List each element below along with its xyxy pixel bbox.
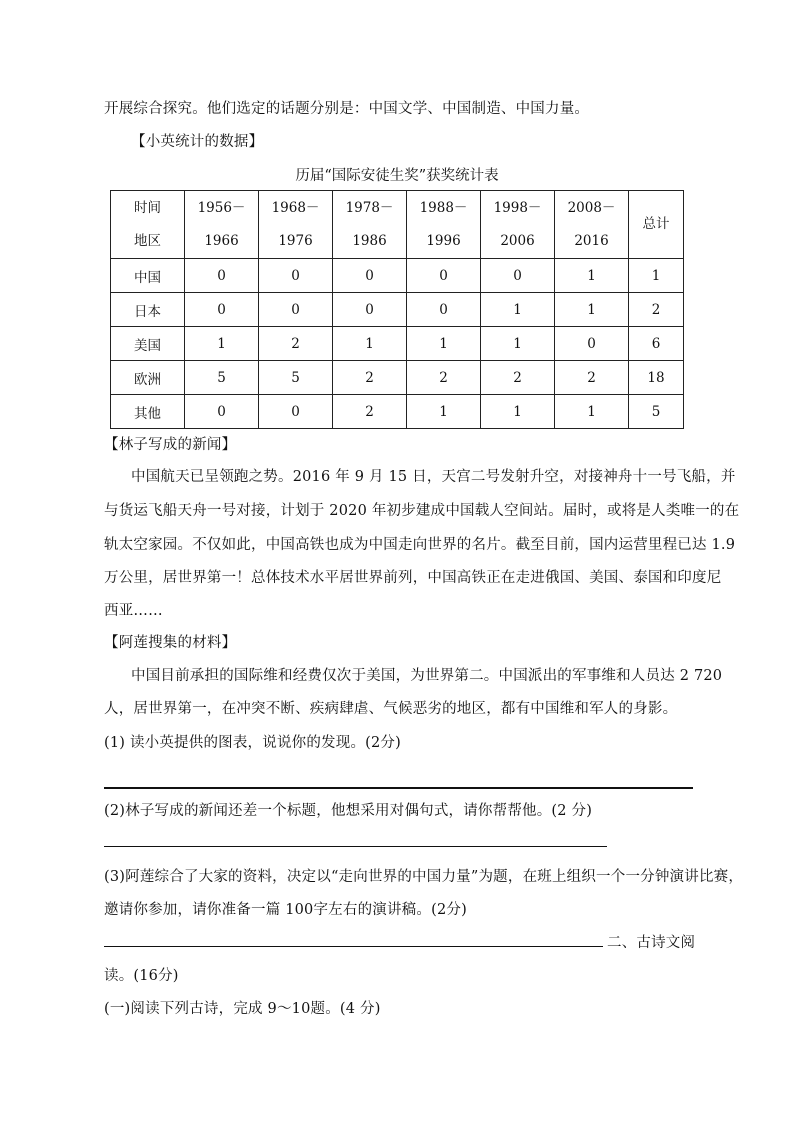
value-cell: 1	[555, 293, 629, 327]
question-3-line-1: (3)阿莲综合了大家的资料，决定以“走向世界的中国力量”为题，在班上组织一个一分钟演讲比赛，	[104, 869, 744, 885]
period-header	[407, 191, 481, 259]
value-cell: 2	[555, 361, 629, 395]
value-cell: 2	[333, 361, 407, 395]
table-row	[111, 327, 684, 361]
period-start: 1978－	[345, 199, 394, 216]
value-cell: 0	[481, 259, 555, 293]
period-header	[481, 191, 555, 259]
period-end: 2016	[574, 232, 609, 249]
region-cell: 欧洲	[111, 361, 185, 395]
total-cell: 6	[629, 327, 684, 361]
value-cell: 0	[407, 259, 481, 293]
period-header	[185, 191, 259, 259]
answer-line-3[interactable]	[104, 946, 603, 947]
value-cell: 2	[407, 361, 481, 395]
region-cell: 其他	[111, 395, 185, 429]
table-row	[111, 361, 684, 395]
part-two-heading-b: 读。(16分)	[104, 968, 179, 984]
material-line: 中国目前承担的国际维和经费仅次于美国，为世界第二。中国派出的军事维和人员达 2 720	[131, 668, 723, 684]
period-start: 1988－	[419, 199, 468, 216]
value-cell: 2	[481, 361, 555, 395]
value-cell: 0	[259, 395, 333, 429]
question-1: (1) 读小英提供的图表，说说你的发现。(2分)	[104, 735, 401, 751]
period-start: 1956－	[197, 199, 246, 216]
period-header	[555, 191, 629, 259]
value-cell: 1	[481, 327, 555, 361]
news-line: 西亚……	[104, 603, 163, 619]
total-cell: 2	[629, 293, 684, 327]
answer-line-2[interactable]	[104, 846, 607, 847]
material-line: 人，居世界第一，在冲突不断、疾病肆虐、气候恶劣的地区，都有中国维和军人的身影。	[104, 701, 678, 717]
period-header	[259, 191, 333, 259]
value-cell: 0	[259, 259, 333, 293]
value-cell: 5	[259, 361, 333, 395]
value-cell: 0	[333, 293, 407, 327]
news-line: 万公里，居世界第一！总体技术水平居世界前列，中国高铁正在走进俄国、美国、泰国和印度尼	[104, 570, 722, 586]
period-start: 1998－	[493, 199, 542, 216]
awards-table	[110, 190, 684, 429]
news-line: 与货运飞船天舟一号对接，计划于 2020 年初步建成中国载人空间站。届时，或将是人类唯一的在	[104, 503, 740, 519]
corner-time-label: 时间	[134, 199, 161, 216]
part-two-heading-a: 二、古诗文阅	[607, 935, 696, 951]
value-cell: 1	[407, 327, 481, 361]
table-row	[111, 293, 684, 327]
total-cell: 1	[629, 259, 684, 293]
news-line: 轨太空家园。不仅如此，中国高铁也成为中国走向世界的名片。截至目前，国内运营里程已达 1.9	[104, 537, 736, 553]
value-cell: 0	[407, 293, 481, 327]
section-heading-xiaoying: 【小英统计的数据】	[131, 134, 264, 150]
value-cell: 0	[185, 259, 259, 293]
value-cell: 1	[333, 327, 407, 361]
corner-region-label: 地区	[134, 232, 161, 249]
period-end: 1966	[204, 232, 239, 249]
region-cell: 中国	[111, 259, 185, 293]
table-row	[111, 395, 684, 429]
period-start: 1968－	[271, 199, 320, 216]
value-cell: 1	[481, 293, 555, 327]
region-cell: 日本	[111, 293, 185, 327]
table-header-row	[111, 191, 684, 259]
total-cell: 5	[629, 395, 684, 429]
section-heading-alian: 【阿莲搜集的材料】	[104, 635, 237, 651]
period-end: 1986	[352, 232, 387, 249]
news-line: 中国航天已呈领跑之势。2016 年 9 月 15 日，天宫二号发射升空，对接神舟十一号飞船，并	[131, 469, 736, 485]
section-heading-linzi: 【林子写成的新闻】	[104, 437, 237, 453]
corner-cell	[111, 191, 185, 259]
value-cell: 0	[333, 259, 407, 293]
value-cell: 0	[185, 293, 259, 327]
question-3-line-2: 邀请你参加，请你准备一篇 100字左右的演讲稿。(2分)	[104, 902, 467, 918]
answer-line-1[interactable]	[104, 787, 693, 789]
value-cell: 1	[555, 395, 629, 429]
value-cell: 2	[259, 327, 333, 361]
value-cell: 0	[555, 327, 629, 361]
period-end: 2006	[500, 232, 535, 249]
value-cell: 1	[481, 395, 555, 429]
period-end: 1976	[278, 232, 313, 249]
value-cell: 0	[185, 395, 259, 429]
period-start: 2008－	[567, 199, 616, 216]
period-end: 1996	[426, 232, 461, 249]
question-2: (2)林子写成的新闻还差一个标题，他想采用对偶句式，请你帮帮他。(2 分)	[104, 803, 593, 819]
region-cell: 美国	[111, 327, 185, 361]
table-caption: 历届“国际安徒生奖”获奖统计表	[295, 168, 499, 184]
value-cell: 0	[259, 293, 333, 327]
value-cell: 2	[333, 395, 407, 429]
total-cell: 18	[629, 361, 684, 395]
value-cell: 5	[185, 361, 259, 395]
intro-text: 开展综合探究。他们选定的话题分别是：中国文学、中国制造、中国力量。	[104, 101, 590, 117]
total-header: 总计	[629, 191, 684, 259]
table-row	[111, 259, 684, 293]
value-cell: 1	[185, 327, 259, 361]
value-cell: 1	[407, 395, 481, 429]
subsection-one-heading: (一)阅读下列古诗，完成 9～10题。(4 分)	[104, 1001, 381, 1017]
value-cell: 1	[555, 259, 629, 293]
period-header	[333, 191, 407, 259]
